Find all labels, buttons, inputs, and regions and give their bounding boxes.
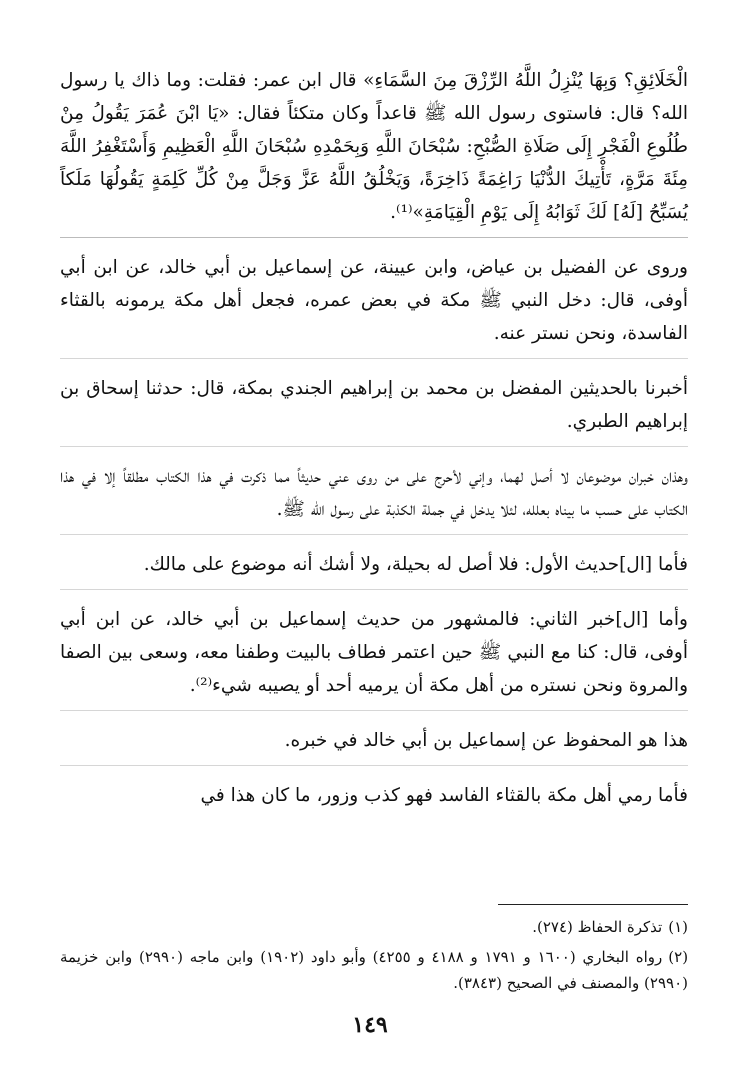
paragraph-divider [60,765,688,767]
paragraph-chain: أخبرنا بالحديثين المفضل بن محمد بن إبراهيم الجندي بمكة، قال: حدثنا إسحاق بن إبراهيم الطبري. [60,378,688,432]
paragraph-final: فأما رمي أهل مكة بالقثاء الفاسد فهو كذب وزور، ما كان هذا في [200,785,688,806]
footnotes [60,914,688,1000]
paragraph-narration: وروى عن الفضيل بن عياض، وابن عيينة، عن إسماعيل بن أبي خالد، عن ابن أبي أوفى، قال: دخل النبي ﷺ مكة في بعض عمره، فجعل أهل مكة يرمونه بالقثاء الفاسدة، ونحن نستر عنه. [60,257,688,344]
paragraph-ruling: وهذان خبران موضوعان لا أصل لهما، وإني لأحرج على من روى عني حديثاً مما ذكرت في هذا الكتاب مطلقاً إلا في هذا الكتاب على حسب ما بيناه بعلله، لئلا يدخل في جملة الكذبة على رسول الله ﷺ. [60,466,688,520]
paragraph-divider [60,446,688,448]
paragraph-divider [60,358,688,360]
paragraph-second-hadith: وأما [ال]خبر الثاني: فالمشهور من حديث إسماعيل بن أبي خالد، عن ابن أبي أوفى، قال: كنا مع النبي ﷺ حين اعتمر فطاف بالبيت وطفنا معه، وسعى بين الصفا والمروة ونحن نستره من أهل مكة أن يرميه أحد أو يصيبه شيء⁽²⁾. [60,609,688,696]
paragraph-first-hadith: فأما [ال]حديث الأول: فلا أصل له بحيلة، ولا أشك أنه موضوع على مالك. [143,554,688,575]
paragraph-divider [60,710,688,712]
footnote-text: تذكرة الحفاظ (٢٧٤). [532,918,663,936]
paragraph-divider [60,589,688,591]
main-text [60,64,688,812]
paragraph-divider [60,237,688,239]
paragraph-preserved: هذا هو المحفوظ عن إسماعيل بن أبي خالد في خبره. [284,730,688,751]
paragraph-divider [60,534,688,536]
footnote-rule [498,904,688,905]
paragraph-hadith-continuation: الْخَلَائِقِ؟ وَبِهَا يُنْزِلُ اللَّهُ الرِّزْقَ مِنَ السَّمَاءِ» قال ابن عمر: فقلت: وما ذاك يا رسول الله؟ قال: فاستوى رسول الله ﷺ قاعداً وكان متكئاً فقال: «يَا ابْنَ عُمَرَ يَقُولُ مِنْ طُلُوعِ الْفَجْرِ إِلَى صَلَاةِ الصُّبْحِ: سُبْحَانَ اللَّهِ وَبِحَمْدِهِ سُبْحَانَ اللَّهِ الْعَظِيمِ وَأَسْتَغْفِرُ اللَّهَ مِئَةَ مَرَّةٍ، تَأْتِيكَ الدُّنْيَا رَاغِمَةً ذَاخِرَةً، وَيَخْلُقُ اللَّهُ عَزَّ وَجَلَّ مِنْ كُلِّ كَلِمَةٍ يَقُولُهَا مَلَكاً يُسَبِّحُ [لَهُ] لَكَ ثَوَابُهُ إِلَى يَوْمِ الْقِيَامَةِ»⁽¹⁾. [60,70,688,223]
footnote-number: (٢) [668,948,689,966]
footnote-text: رواه البخاري (١٦٠٠ و ١٧٩١ و ٤١٨٨ و ٤٢٥٥) وأبو داود (١٩٠٢) وابن ماجه (٢٩٩٠) وابن خزيمة (٢٩٩٠) والمصنف في الصحيح (٣٨٤٣). [60,948,688,992]
page-number: ١٤٩ [352,1012,388,1038]
footnote-number: (١) [668,918,688,936]
footnote-2 [60,944,688,996]
footnote-1 [60,914,688,940]
